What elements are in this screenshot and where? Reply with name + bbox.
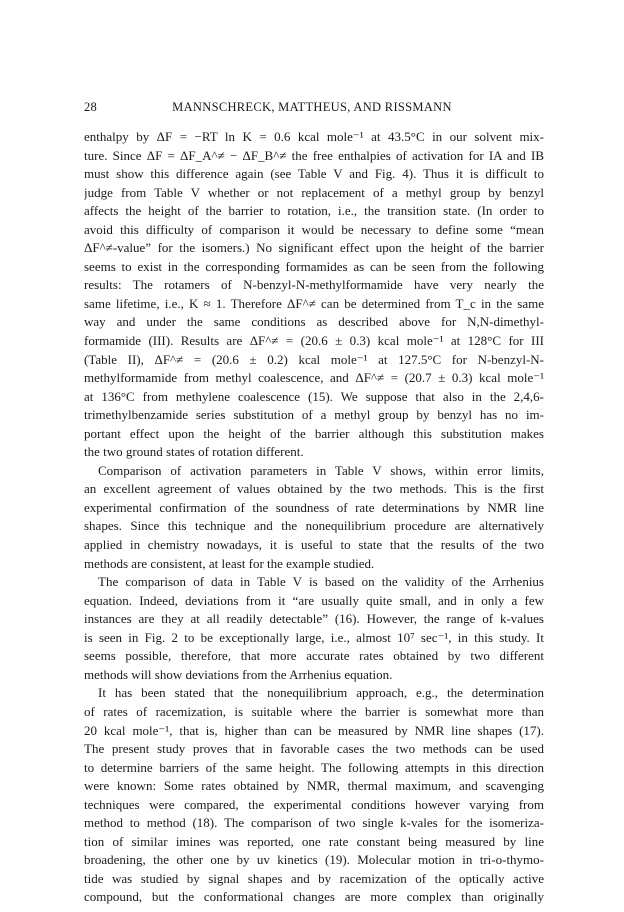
text-line: avoid this difficulty of comparison it would be necessary to define some “mean <box>84 221 544 237</box>
text-line: must show this difference again (see Table V and Fig. 4). Thus it is difficult to <box>84 166 544 182</box>
text-line: methylformamide from methyl coalescence, and ΔF^≠ = (20.7 ± 0.3) kcal mole⁻¹ <box>84 370 544 386</box>
text-line: formamide (III). Results are ΔF^≠ = (20.6 ± 0.3) kcal mole⁻¹ at 128°C for III <box>84 333 544 349</box>
text-line: The present study proves that in favorable cases the two methods can be used <box>84 741 544 757</box>
text-line: way and under the same conditions as described above for N,N-dimethyl- <box>84 314 544 330</box>
text-line: compound, but the conformational changes are more complex than originally <box>84 889 544 905</box>
text-line: tide was studied by signal shapes and by racemization of the optically active <box>84 870 544 886</box>
text-line: It has been stated that the nonequilibrium approach, e.g., the determination <box>98 685 544 701</box>
text-line: (Table II), ΔF^≠ = (20.6 ± 0.2) kcal mole⁻¹ at 127.5°C for N-benzyl-N- <box>84 351 544 367</box>
text-line: seems to exist in the corresponding formamides as can be seen from the following <box>84 258 544 274</box>
text-line: method to method (18). The comparison of two single k-vales for the isomeriza- <box>84 815 544 831</box>
text-line: methods are consistent, at least for the example studied. <box>84 555 375 571</box>
text-line: is seen in Fig. 2 to be exceptionally large, i.e., almost 10⁷ sec⁻¹, in this study. It <box>84 629 544 645</box>
body-text <box>84 128 544 907</box>
text-line: same lifetime, i.e., K ≈ 1. Therefore ΔF^≠ can be determined from T_c in the same <box>84 295 544 311</box>
text-line: of rates of racemization, is suitable where the barrier is somewhat more than <box>84 703 544 719</box>
text-line: the two ground states of rotation different. <box>84 444 304 460</box>
text-line: enthalpy by ΔF = −RT ln K = 0.6 kcal mole⁻¹ at 43.5°C in our solvent mix- <box>84 129 544 144</box>
text-line: trimethylbenzamide series substitution of a methyl group by benzyl has no im- <box>84 407 544 423</box>
text-line: tion of similar imines was reported, one rate constant being measured by line <box>84 833 544 849</box>
text-line: experimental confirmation of the soundness of rate determinations by NMR line <box>84 499 544 515</box>
text-line: broadening, the other one by uv kinetics (19). Molecular motion in tri-o-thymo- <box>84 852 544 868</box>
text-line: methods will show deviations from the Arrhenius equation. <box>84 666 393 682</box>
text-line: The comparison of data in Table V is based on the validity of the Arrhenius <box>98 574 544 590</box>
text-line: techniques were compared, the experimental conditions however varying from <box>84 796 544 812</box>
text-line: were known: Some rates obtained by NMR, thermal maximum, and scavenging <box>84 778 544 794</box>
text-line: applied in chemistry nowadays, it is useful to state that the results of the two <box>84 537 544 553</box>
text-line: results: The rotamers of N-benzyl-N-methylformamide have very nearly the <box>84 277 544 293</box>
page-number: 28 <box>84 100 98 114</box>
text-line: seems possible, therefore, that more accurate rates obtained by two different <box>84 648 544 664</box>
text-line: 20 kcal mole⁻¹, that is, higher than can be measured by NMR line shapes (17). <box>84 722 544 738</box>
running-head: MANNSCHRECK, MATTHEUS, AND RISSMANN <box>172 100 452 114</box>
text-line: ΔF^≠-value” for the isomers.) No significant effect upon the height of the barrier <box>84 240 544 256</box>
text-line: to determine barriers of the same height. The following attempts in this direction <box>84 759 544 775</box>
text-line: an excellent agreement of values obtained by the two methods. This is the first <box>84 481 544 497</box>
page-header <box>84 100 540 118</box>
text-line: judge from Table V whether or not replacement of a methyl group by benzyl <box>84 184 544 200</box>
text-line: shapes. Since this technique and the nonequilibrium procedure are alternatively <box>84 518 544 534</box>
text-line: at 136°C from methylene coalescence (15). We suppose that also in the 2,4,6- <box>84 388 544 404</box>
text-line: Comparison of activation parameters in Table V shows, within error limits, <box>98 462 544 478</box>
text-line: ture. Since ΔF = ΔF_A^≠ − ΔF_B^≠ the free enthalpies of activation for IA and IB <box>84 147 544 163</box>
text-line: portant effect upon the height of the barrier although this substitution makes <box>84 425 544 441</box>
text-line: equation. Indeed, deviations from it “are usually quite small, and in only a few <box>84 592 544 608</box>
text-line: instances are they at all readily detectable” (16). However, the range of k-values <box>84 611 544 627</box>
text-line: affects the height of the barrier to rotation, i.e., the transition state. (In order to <box>84 203 544 219</box>
